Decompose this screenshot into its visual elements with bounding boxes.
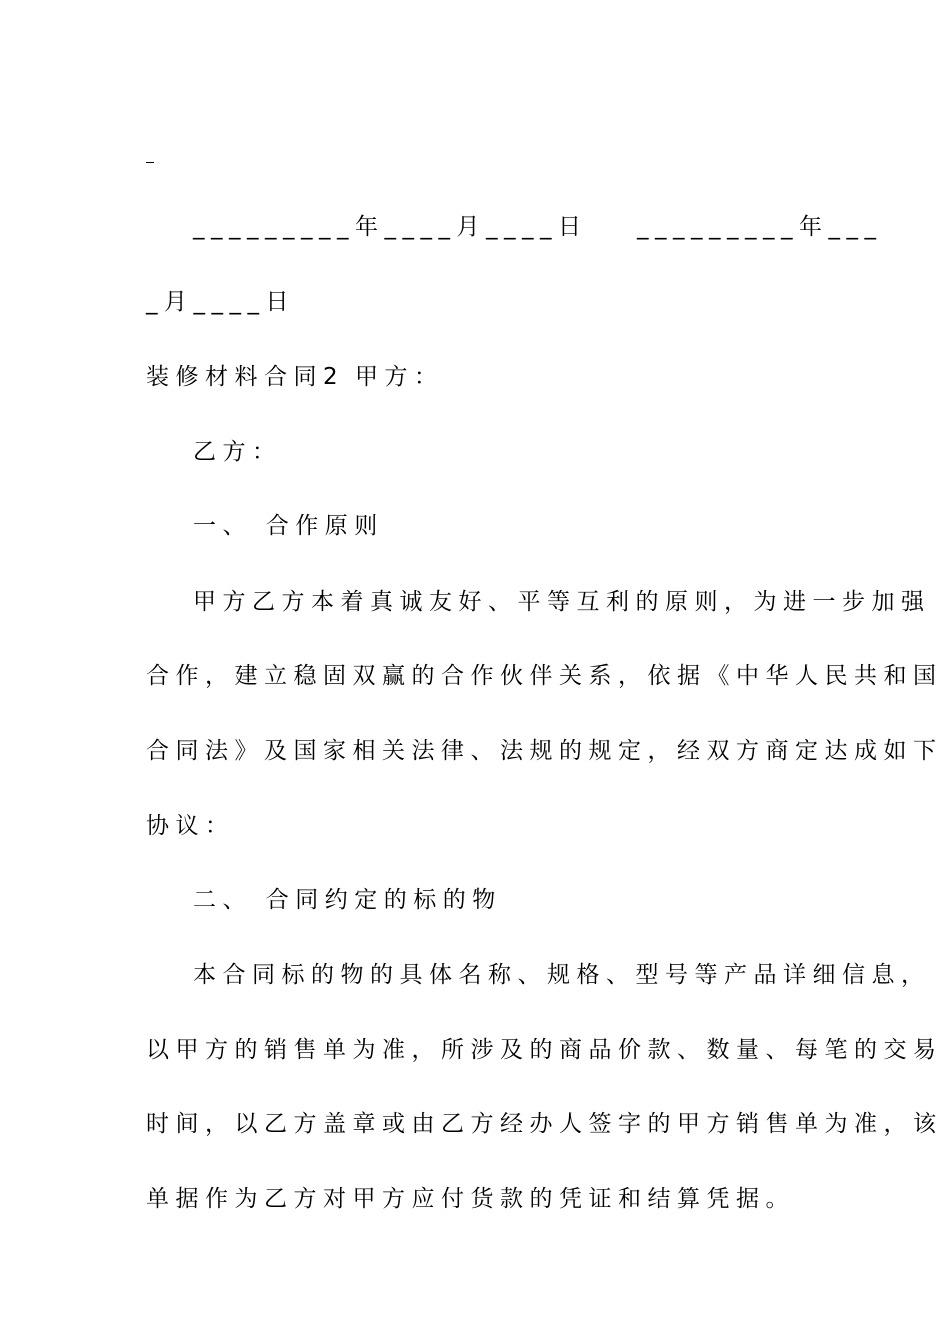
section-1-heading: 一、 合作原则 bbox=[193, 513, 384, 539]
date-line-continuation: _月____日 bbox=[146, 289, 295, 315]
stray-underscore-mark bbox=[146, 162, 154, 163]
party-a-label: 甲方： bbox=[355, 364, 444, 390]
section-1-line-1: 甲方乙方本着真诚友好、平等互利的原则，为进一步加强 bbox=[193, 589, 931, 615]
section-1-line-3: 合同法》及国家相关法律、法规的规定，经双方商定达成如下 bbox=[146, 738, 943, 764]
section-2-line-3: 时间，以乙方盖章或由乙方经办人签字的甲方销售单为准，该 bbox=[146, 1111, 943, 1137]
contract-title: 装修材料合同2 bbox=[146, 364, 345, 390]
date-line-right: _________年___ bbox=[637, 214, 883, 240]
date-line-left: _________年____月____日 bbox=[193, 214, 588, 240]
section-2-heading: 二、 合同约定的标的物 bbox=[193, 887, 502, 913]
section-2-line-2: 以甲方的销售单为准，所涉及的商品价款、数量、每笔的交易 bbox=[146, 1037, 943, 1063]
section-1-line-4: 协议： bbox=[146, 813, 235, 839]
section-1-line-2: 合作，建立稳固双赢的合作伙伴关系，依据《中华人民共和国 bbox=[146, 663, 943, 689]
section-2-line-1: 本合同标的物的具体名称、规格、型号等产品详细信息， bbox=[193, 962, 931, 988]
party-b-label: 乙方： bbox=[193, 439, 282, 465]
section-2-line-4: 单据作为乙方对甲方应付货款的凭证和结算凭据。 bbox=[146, 1186, 795, 1212]
